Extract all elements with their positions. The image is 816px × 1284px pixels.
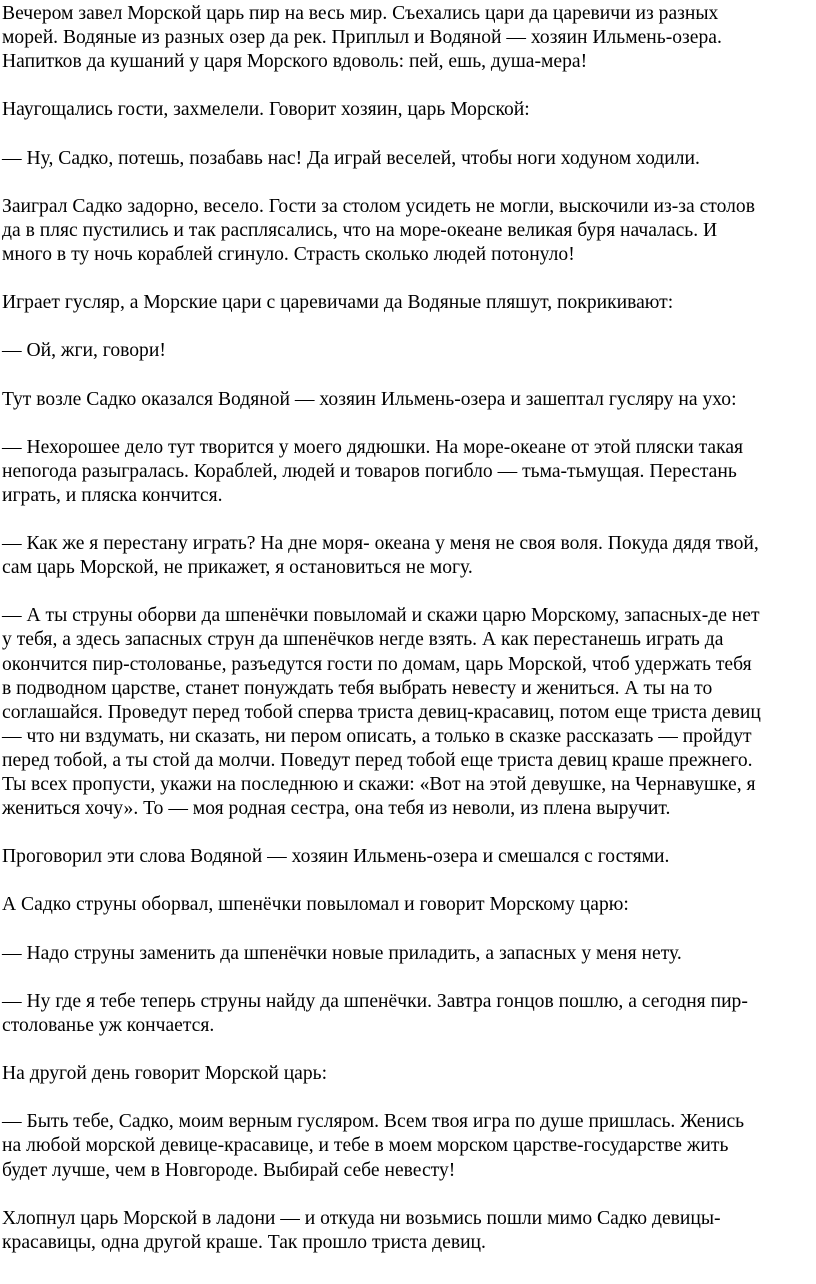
paragraph-17: Хлопнул царь Морской в ладони — и откуда ни возьмись пошли мимо Садко девицы- красавицы, одна другой краше. Так прошло триста девиц. [2, 1207, 721, 1253]
paragraph-14: — Ну где я тебе теперь струны найду да шпенёчки. Завтра гонцов пошлю, а сегодня пир- столованье уж кончается. [2, 990, 748, 1036]
paragraph-16: — Быть тебе, Садко, моим верным гусляром. Всем твоя игра по душе пришлась. Женись на любой морской девице-красавице, и тебе в моем морском царстве-государстве жить будет лучше, чем в Новгороде. Выбирай себе невесту! [2, 1111, 745, 1181]
paragraph-4: Заиграл Садко задорно, весело. Гости за столом усидеть не могли, выскочили из-за столов да в пляс пустились и так расплясались, что на море-океане великая буря началась. И много в ту ночь кораблей сгинуло. Страсть сколько людей потонуло! [2, 195, 755, 265]
paragraph-7: Тут возле Садко оказался Водяной — хозяин Ильмень-озера и зашептал гусляру на ухо: [2, 388, 737, 410]
paragraph-6: — Ой, жги, говори! [2, 340, 166, 362]
paragraph-8: — Нехорошее дело тут творится у моего дядюшки. На море-океане от этой пляски такая непогода разыгралась. Кораблей, людей и товаров погибло — тьма-тьмущая. Перестань играть, и пляска кончится. [2, 436, 744, 506]
paragraph-1: Вечером завел Морской царь пир на весь мир. Съехались цари да царевичи из разных морей. Водяные из разных озер да рек. Приплыл и Водяной — хозяин Ильмень-озера. Напитков да кушаний у царя Морского вдоволь: пей, ешь, душа-мера! [2, 3, 722, 73]
paragraph-5: Играет гусляр, а Морские цари с царевичами да Водяные пляшут, покрикивают: [2, 292, 674, 314]
paragraph-2: Наугощались гости, захмелели. Говорит хозяин, царь Морской: [2, 99, 530, 121]
paragraph-13: — Надо струны заменить да шпенёчки новые приладить, а запасных у меня нету. [2, 942, 682, 964]
paragraph-10: — А ты струны оборви да шпенёчки повыломай и скажи царю Морскому, запасных-де нет у тебя, а здесь запасных струн да шпенёчков негде взять. А как перестанешь играть да окончится пир-столованье, разъедутся гости по домам, царь Морской, чтоб удержать тебя в подводном царстве, станет понуждать тебя выбрать невесту и жениться. А ты на то соглашайся. Проведут перед тобой сперва триста девиц-красавиц, потом еще триста девиц — что ни вздумать, ни сказать, ни пером описать, а только в сказке рассказать — пройдут перед тобой, а ты стой да молчи. Поведут перед тобой еще триста девиц краше прежнего. Ты всех пропусти, укажи на последнюю и скажи: «Вот на этой девушке, на Чернавушке, я жениться хочу». То — моя родная сестра, она тебя из неволи, из плена выручит. [2, 605, 761, 820]
paragraph-11: Проговорил эти слова Водяной — хозяин Ильмень-озера и смешался с гостями. [2, 846, 670, 868]
paragraph-3: — Ну, Садко, потешь, позабавь нас! Да играй веселей, чтобы ноги ходуном ходили. [2, 147, 700, 169]
paragraph-12: А Садко струны оборвал, шпенёчки повыломал и говорит Морскому царю: [2, 894, 629, 916]
paragraph-15: На другой день говорит Морской царь: [2, 1063, 328, 1085]
paragraph-9: — Как же я перестану играть? На дне моря- океана у меня не своя воля. Покуда дядя твой, сам царь Морской, не прикажет, я остановиться не могу. [2, 533, 759, 579]
